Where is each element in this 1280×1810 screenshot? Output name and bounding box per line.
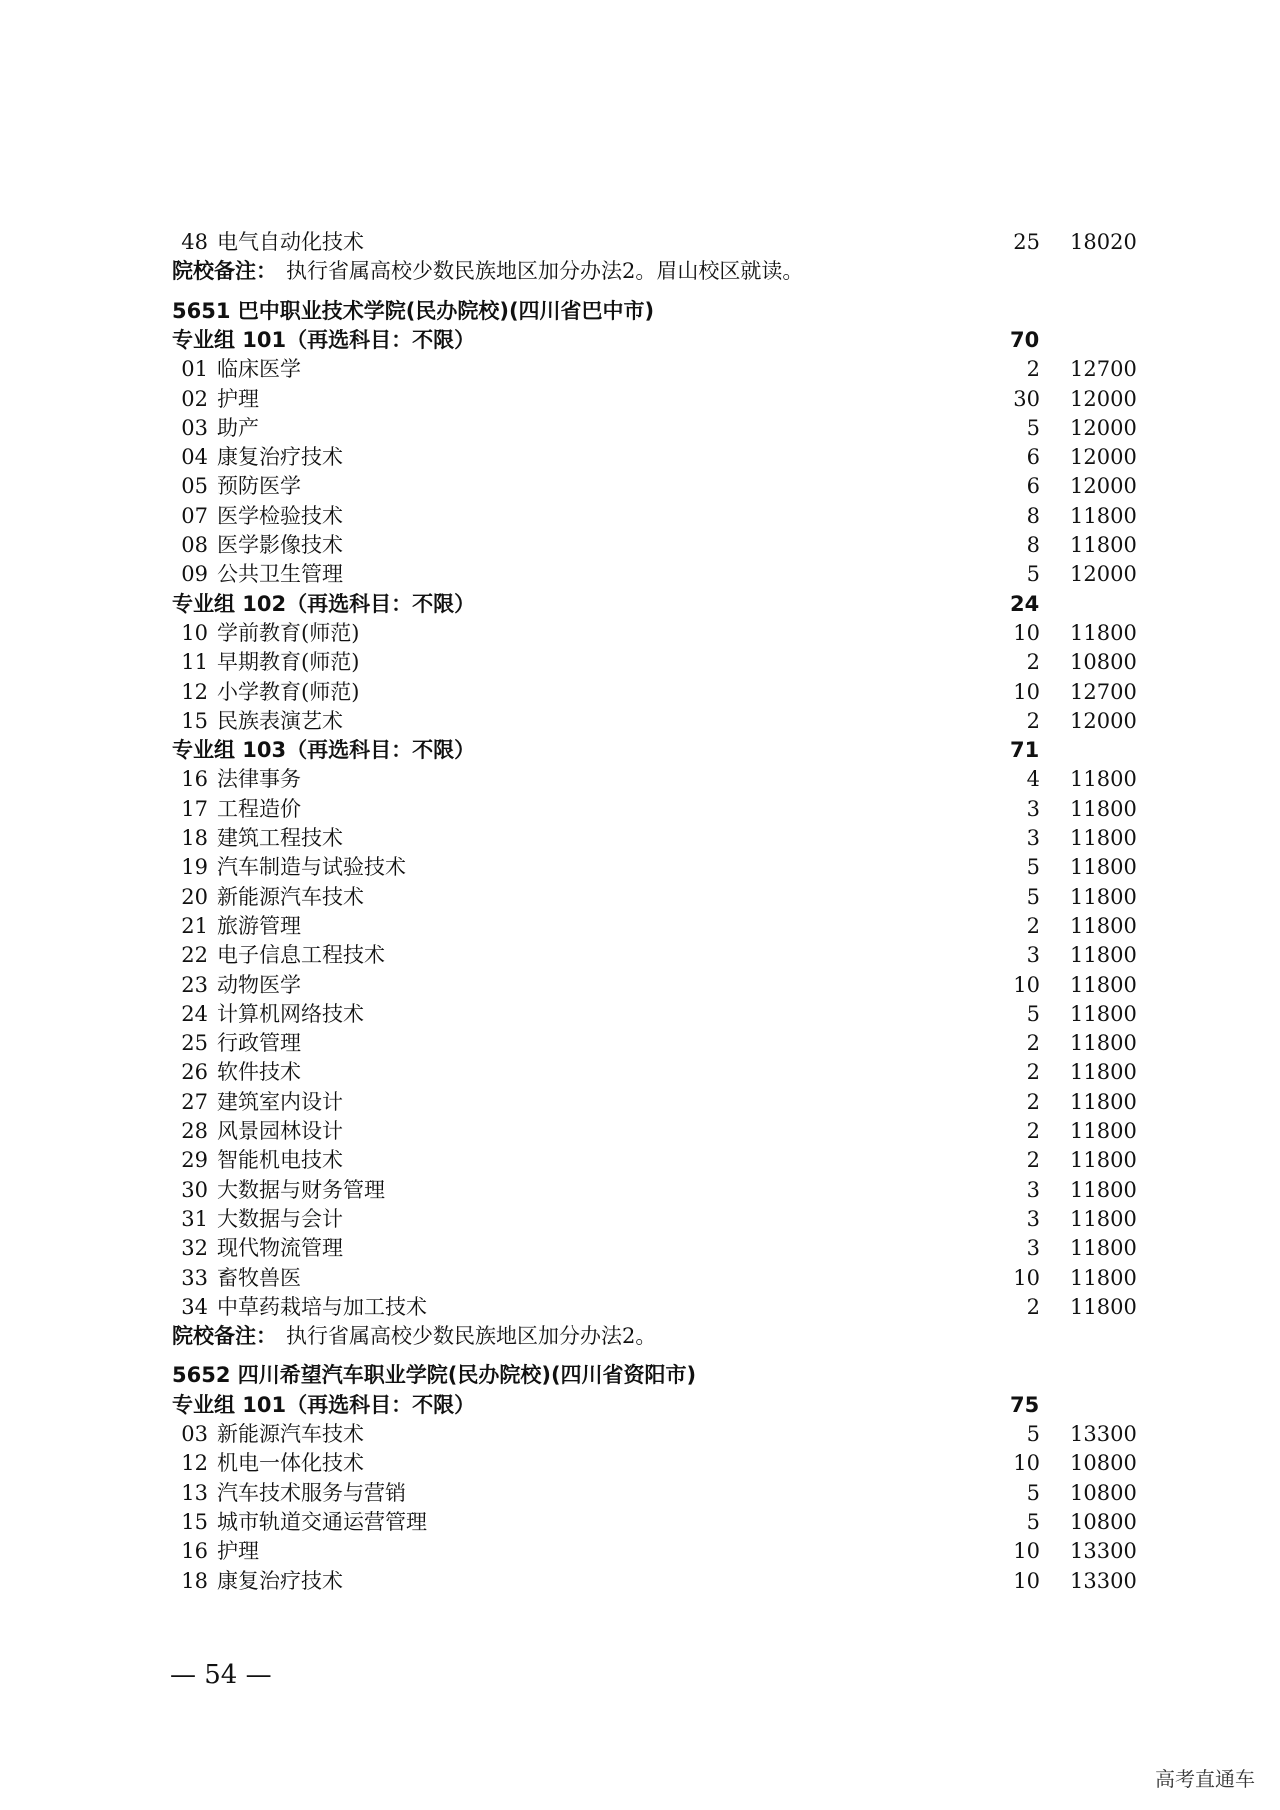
tuition-fee: 11800 [1070,1119,1137,1143]
major-name: 行政管理 [217,1031,301,1056]
watermark-text: 高考直通车 [1155,1767,1255,1791]
plan-count: 10 [1013,972,1040,997]
tuition-fee: 12000 [1070,562,1137,587]
major-group-title: 专业组 102（再选科目：不限） [172,591,476,616]
major-code: 32 [181,1236,208,1261]
note-label: 院校备注： [172,1324,277,1349]
tuition-fee: 13300 [1070,1422,1137,1446]
plan-count: 3 [1026,1236,1040,1261]
major-code: 20 [181,884,208,909]
tuition-fee: 11800 [1070,796,1137,821]
tuition-fee: 12700 [1070,357,1137,382]
tuition-fee: 11800 [1070,884,1137,909]
major-group-title: 专业组 101（再选科目：不限） [172,1392,476,1417]
plan-count: 3 [1026,796,1040,821]
plan-count: 2 [1026,1119,1040,1143]
plan-count: 5 [1026,1001,1040,1026]
group-plan-count: 24 [1010,591,1040,616]
tuition-fee: 11800 [1070,1206,1137,1231]
tuition-fee: 12700 [1070,679,1137,704]
major-row [0,1029,1280,1058]
major-row [0,385,1280,414]
tuition-fee: 11800 [1070,620,1137,645]
major-code: 13 [181,1480,208,1505]
plan-count: 10 [1013,679,1040,704]
major-name: 机电一体化技术 [217,1451,364,1476]
major-name: 建筑工程技术 [217,826,343,850]
major-row [0,1264,1280,1293]
plan-count: 5 [1026,1480,1040,1505]
major-code: 25 [181,1031,208,1056]
tuition-fee: 11800 [1070,1148,1137,1173]
major-name: 现代物流管理 [217,1236,343,1261]
major-row [0,1449,1280,1478]
major-row [0,531,1280,560]
major-name: 旅游管理 [217,913,301,938]
major-row [0,648,1280,677]
major-code: 27 [181,1089,208,1114]
tuition-fee: 11800 [1070,826,1137,850]
major-name: 护理 [217,1539,259,1564]
major-name: 电子信息工程技术 [217,943,385,968]
major-code: 01 [181,357,208,382]
major-group-title: 专业组 103（再选科目：不限） [172,738,476,763]
major-code: 16 [181,1539,208,1564]
major-name: 大数据与财务管理 [217,1177,385,1202]
major-name: 动物医学 [217,972,301,997]
major-code: 07 [181,503,208,528]
major-row [0,619,1280,648]
plan-count: 2 [1026,1294,1040,1319]
tuition-fee: 11800 [1070,1089,1137,1114]
major-name: 临床医学 [217,357,301,382]
major-code: 31 [181,1206,208,1231]
major-name: 中草药栽培与加工技术 [217,1294,427,1319]
major-name: 民族表演艺术 [217,708,343,733]
major-name: 预防医学 [217,474,301,499]
major-name: 早期教育(师范) [217,650,360,675]
major-row [0,414,1280,443]
major-code: 22 [181,943,208,968]
major-name: 汽车制造与试验技术 [217,855,406,880]
major-name: 新能源汽车技术 [217,1422,364,1446]
major-row [0,883,1280,912]
major-code: 34 [181,1294,208,1319]
tuition-fee: 11800 [1070,1177,1137,1202]
tuition-fee: 11800 [1070,503,1137,528]
major-code: 17 [181,796,208,821]
plan-count: 5 [1026,1509,1040,1534]
major-name: 医学检验技术 [217,503,343,528]
school-title: 5651 巴中职业技术学院(民办院校)(四川省巴中市) [172,298,655,323]
major-row [0,824,1280,853]
tuition-fee: 11800 [1070,1236,1137,1261]
major-code: 09 [181,562,208,587]
note-text: 执行省属高校少数民族地区加分办法2。 [286,1324,657,1349]
major-name: 建筑室内设计 [217,1089,343,1114]
major-row [0,560,1280,589]
tuition-fee: 10800 [1070,1509,1137,1534]
tuition-fee: 11800 [1070,855,1137,880]
tuition-fee: 12000 [1070,708,1137,733]
plan-count: 2 [1026,357,1040,382]
tuition-fee: 11800 [1070,943,1137,968]
tuition-fee: 11800 [1070,913,1137,938]
major-code: 28 [181,1119,208,1143]
major-name: 畜牧兽医 [217,1265,301,1290]
major-group-row [0,736,1280,765]
major-name: 风景园林设计 [217,1119,343,1143]
plan-count: 2 [1026,708,1040,733]
major-group-row [0,590,1280,619]
major-code: 03 [181,415,208,440]
major-row [0,1420,1280,1449]
major-row [0,795,1280,824]
major-row [0,1479,1280,1508]
plan-count: 30 [1013,386,1040,411]
major-row [0,678,1280,707]
major-code: 08 [181,533,208,557]
major-row [0,1088,1280,1117]
major-name: 计算机网络技术 [217,1001,364,1026]
school-note-row [0,257,1280,286]
major-code: 23 [181,972,208,997]
major-name: 护理 [217,386,259,411]
major-group-row [0,1391,1280,1420]
major-row [0,228,1280,257]
tuition-fee: 11800 [1070,1294,1137,1319]
major-row [0,1176,1280,1205]
plan-count: 6 [1026,474,1040,499]
plan-count: 5 [1026,855,1040,880]
plan-count: 2 [1026,1031,1040,1056]
major-row [0,1567,1280,1596]
tuition-fee: 10800 [1070,1451,1137,1476]
tuition-fee: 11800 [1070,1001,1137,1026]
major-row [0,1205,1280,1234]
major-row [0,1508,1280,1537]
major-code: 03 [181,1422,208,1446]
major-row [0,1117,1280,1146]
major-row [0,1293,1280,1322]
major-row [0,1537,1280,1566]
major-code: 48 [181,230,208,254]
major-row [0,941,1280,970]
tuition-fee: 11800 [1070,1265,1137,1290]
major-row [0,971,1280,1000]
major-row [0,472,1280,501]
tuition-fee: 10800 [1070,1480,1137,1505]
major-name: 学前教育(师范) [217,620,360,645]
plan-count: 2 [1026,913,1040,938]
major-group-row [0,326,1280,355]
major-row [0,912,1280,941]
page-number: — 54 — [170,1660,272,1690]
major-name: 电气自动化技术 [217,230,364,254]
major-code: 21 [181,913,208,938]
major-code: 26 [181,1060,208,1085]
plan-count: 2 [1026,650,1040,675]
school-header-row [0,1361,1280,1390]
note-text: 执行省属高校少数民族地区加分办法2。眉山校区就读。 [286,259,804,284]
major-code: 15 [181,1509,208,1534]
major-row [0,1234,1280,1263]
group-plan-count: 75 [1010,1392,1040,1417]
major-name: 城市轨道交通运营管理 [217,1509,427,1534]
major-name: 工程造价 [217,796,301,821]
school-header-row [0,297,1280,326]
tuition-fee: 11800 [1070,972,1137,997]
plan-count: 3 [1026,1206,1040,1231]
tuition-fee: 18020 [1070,230,1137,254]
plan-count: 8 [1026,533,1040,557]
plan-count: 5 [1026,415,1040,440]
school-note-row [0,1322,1280,1351]
major-code: 16 [181,767,208,792]
major-name: 助产 [217,415,259,440]
plan-count: 4 [1026,767,1040,792]
group-plan-count: 71 [1010,738,1040,763]
major-row [0,707,1280,736]
major-name: 康复治疗技术 [217,445,343,470]
major-code: 33 [181,1265,208,1290]
plan-count: 3 [1026,826,1040,850]
school-title: 5652 四川希望汽车职业学院(民办院校)(四川省资阳市) [172,1363,697,1388]
plan-count: 10 [1013,1539,1040,1564]
major-name: 大数据与会计 [217,1206,343,1231]
major-row [0,1000,1280,1029]
major-row [0,355,1280,384]
major-name: 软件技术 [217,1060,301,1085]
major-group-title: 专业组 101（再选科目：不限） [172,327,476,352]
plan-count: 10 [1013,1568,1040,1593]
tuition-fee: 12000 [1070,386,1137,411]
plan-count: 10 [1013,620,1040,645]
group-plan-count: 70 [1010,327,1040,352]
plan-count: 3 [1026,1177,1040,1202]
major-code: 15 [181,708,208,733]
plan-count: 2 [1026,1089,1040,1114]
major-row [0,853,1280,882]
major-code: 12 [181,679,208,704]
major-code: 19 [181,855,208,880]
plan-count: 2 [1026,1060,1040,1085]
tuition-fee: 12000 [1070,474,1137,499]
tuition-fee: 11800 [1070,1060,1137,1085]
plan-count: 5 [1026,562,1040,587]
major-code: 04 [181,445,208,470]
plan-count: 2 [1026,1148,1040,1173]
major-name: 新能源汽车技术 [217,884,364,909]
major-code: 12 [181,1451,208,1476]
tuition-fee: 11800 [1070,1031,1137,1056]
plan-count: 5 [1026,884,1040,909]
major-name: 法律事务 [217,767,301,792]
tuition-fee: 10800 [1070,650,1137,675]
plan-count: 25 [1013,230,1040,254]
major-code: 24 [181,1001,208,1026]
major-row [0,1058,1280,1087]
major-name: 小学教育(师范) [217,679,360,704]
major-name: 医学影像技术 [217,533,343,557]
major-code: 02 [181,386,208,411]
major-code: 18 [181,1568,208,1593]
tuition-fee: 11800 [1070,767,1137,792]
major-name: 公共卫生管理 [217,562,343,587]
major-name: 智能机电技术 [217,1148,343,1173]
plan-count: 10 [1013,1451,1040,1476]
major-code: 30 [181,1177,208,1202]
major-code: 10 [181,620,208,645]
major-name: 汽车技术服务与营销 [217,1480,406,1505]
major-row [0,502,1280,531]
tuition-fee: 13300 [1070,1568,1137,1593]
plan-count: 8 [1026,503,1040,528]
major-code: 11 [181,650,208,675]
tuition-fee: 12000 [1070,415,1137,440]
plan-count: 6 [1026,445,1040,470]
note-label: 院校备注： [172,259,277,284]
major-row [0,1146,1280,1175]
major-code: 18 [181,826,208,850]
major-code: 29 [181,1148,208,1173]
major-row [0,443,1280,472]
major-name: 康复治疗技术 [217,1568,343,1593]
tuition-fee: 13300 [1070,1539,1137,1564]
major-row [0,765,1280,794]
tuition-fee: 11800 [1070,533,1137,557]
major-code: 05 [181,474,208,499]
plan-count: 3 [1026,943,1040,968]
plan-count: 5 [1026,1422,1040,1446]
plan-count: 10 [1013,1265,1040,1290]
tuition-fee: 12000 [1070,445,1137,470]
